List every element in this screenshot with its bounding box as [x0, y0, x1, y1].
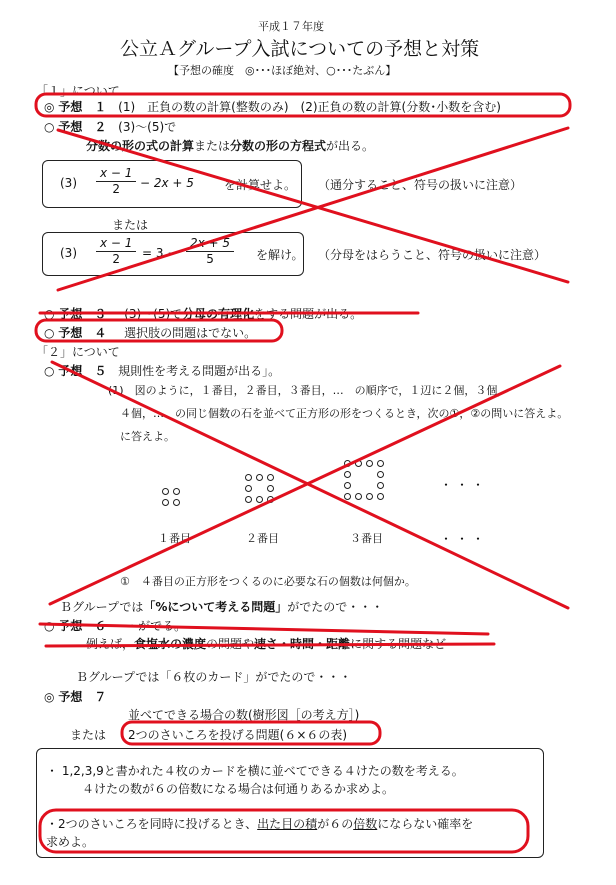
question-1: ① ４番目の正方形をつくるのに必要な石の個数は何個か。 — [120, 575, 416, 588]
ex1-fraction — [96, 166, 136, 197]
yosou6-mark: ○ — [44, 619, 55, 633]
y6-e: に関する問題など — [350, 637, 447, 651]
or-label: または — [112, 218, 149, 232]
practice-line-1: ・ 1,2,3,9と書かれた４枚のカードを横に並べてできる４けたの数を考える。 — [46, 764, 464, 778]
pl3-d: 倍数 — [353, 817, 378, 831]
yosou4-label: 予想 ４ — [58, 326, 107, 340]
ex1-note: （通分すること、符号の扱いに注意） — [318, 178, 523, 192]
yosou7-row — [44, 688, 106, 705]
yosou6-label: 予想 ６ — [58, 619, 107, 633]
bgroup1-c: がでたので・・・ — [287, 600, 384, 614]
stone-2 — [267, 474, 274, 481]
detail-fraction-expr: 分数の形の式の計算 — [86, 139, 195, 153]
yosou3-text-b: 分母の有理化 — [182, 307, 255, 321]
ex2-number: (3) — [60, 246, 77, 260]
yosou6-text: ・がでる。 — [126, 619, 187, 633]
fig-dots-bottom: ・・・ — [440, 532, 489, 546]
stone-2 — [245, 496, 252, 503]
stone-1 — [162, 499, 169, 506]
ex1-rest: − 2x + 5 — [140, 176, 194, 190]
stone-3 — [366, 493, 373, 500]
yosou3-row — [44, 305, 362, 322]
problem-line-1: (1) 図のように，１番目，２番目，３番目，… の順序で，１辺に２個，３個， — [108, 384, 509, 397]
pl3-e: にならない確率を — [377, 817, 474, 831]
ex2-fraction-1 — [96, 236, 136, 267]
stone-3 — [355, 460, 362, 467]
yosou4-mark: ○ — [44, 326, 55, 340]
practice-line-3 — [46, 815, 473, 832]
stone-2 — [256, 474, 263, 481]
stone-2 — [267, 496, 274, 503]
practice-line-4: 求めよ。 — [46, 835, 95, 849]
yosou4-text: 選択肢の問題はでない。 — [124, 326, 257, 340]
yosou7-option-a: 並べてできる場合の数(樹形図［の考え方］) — [128, 708, 360, 722]
yosou3-text-c: をする問題が出る。 — [254, 307, 363, 321]
ex1-number: (3) — [60, 176, 77, 190]
yosou7-label: 予想 ７ — [58, 690, 107, 704]
fig-dots-top: ・・・ — [440, 478, 489, 492]
yosou2-range: (3)～(5)で — [118, 120, 177, 134]
ex1-frac-den: 2 — [112, 182, 121, 196]
yosou1-row — [44, 98, 501, 115]
practice-line-2: ４けたの数が６の倍数になる場合は何通りあるか求めよ。 — [82, 782, 395, 796]
yosou6-row — [44, 617, 186, 634]
y6-c: の問題や — [206, 637, 255, 651]
stone-3 — [344, 460, 351, 467]
yosou3-label: 予想 ３ — [58, 307, 107, 321]
stone-3 — [377, 471, 384, 478]
yosou2-label: 予想 ２ — [58, 120, 107, 134]
page-title: 公立Ａグループ入試についての予想と対策 — [120, 38, 480, 60]
ex2-tail: を解け。 — [256, 248, 304, 262]
cross-2a — [52, 362, 568, 608]
detail-or: または — [194, 139, 231, 153]
yosou5-mark: ○ — [44, 364, 55, 378]
stone-3 — [377, 493, 384, 500]
stone-1 — [173, 488, 180, 495]
yosou4-row — [44, 324, 256, 341]
fig-label-1: １番目 — [158, 532, 191, 545]
confidence-legend: 【予想の確度 ◎･･･ほぼ絶対、○･･･たぶん】 — [168, 64, 397, 77]
y6-a: 例えば， — [86, 637, 135, 651]
yosou5-text: 規則性を考える問題が出る」。 — [118, 364, 281, 378]
stone-3 — [377, 460, 384, 467]
ex2-fraction-2 — [186, 236, 234, 267]
yosou7-option-b: 2つのさいころを投げる問題(６×６の表) — [128, 728, 348, 742]
fig-label-3: ３番目 — [350, 532, 383, 545]
yosou2-mark: ○ — [44, 120, 55, 134]
detail-tail: が出る。 — [326, 139, 375, 153]
stone-1 — [162, 488, 169, 495]
ex2-mid: = 3 − — [142, 246, 178, 260]
ex2-note: （分母をはらうこと、符号の扱いに注意） — [318, 248, 547, 262]
yosou7-or: または — [70, 728, 107, 742]
fig-label-2: ２番目 — [246, 532, 279, 545]
stone-2 — [245, 474, 252, 481]
yosou2-detail — [86, 137, 374, 154]
yosou6-detail — [86, 635, 446, 652]
yosou7-mark: ◎ — [44, 690, 55, 704]
bgroup-1 — [60, 598, 383, 615]
stone-3 — [355, 493, 362, 500]
ex2-f2-den: 5 — [206, 252, 214, 266]
era-label: 平成１７年度 — [258, 20, 324, 33]
ex2-f1-den: 2 — [112, 252, 121, 266]
ex2-f2-num: 2x + 5 — [186, 236, 234, 252]
pl3-a: ・2つのさいころを同時に投げるとき、 — [46, 817, 258, 831]
yosou1-mark: ◎ — [44, 100, 55, 114]
yosou5-row — [44, 362, 280, 379]
ex2-f1-num: x − 1 — [96, 236, 136, 252]
detail-fraction-eq: 分数の形の方程式 — [230, 139, 327, 153]
problem-line-3: に答えよ。 — [120, 430, 175, 443]
stone-1 — [173, 499, 180, 506]
yosou2-row — [44, 118, 176, 135]
bgroup-2: Ｂグループでは「６枚のカード」がでたので・・・ — [76, 670, 352, 684]
pl3-b: 出た目の積 — [257, 817, 318, 831]
ex1-tail: を計算せよ。 — [224, 178, 297, 192]
section1-heading: 「１」について — [36, 84, 120, 98]
yosou3-mark: ○ — [44, 307, 55, 321]
section2-heading: 「２」について — [36, 345, 120, 359]
yosou3-text-a: (3)～(5)で — [124, 307, 183, 321]
y6-d: 速さ・時間・距離 — [254, 637, 351, 651]
stone-2 — [267, 485, 274, 492]
yosou1-text: (1) 正負の数の計算(整数のみ) (2)正負の数の計算(分数･小数を含む) — [118, 100, 501, 114]
yosou1-label: 予想 １ — [58, 100, 107, 114]
y6-b: 食塩水の濃度 — [134, 637, 207, 651]
stone-3 — [344, 482, 351, 489]
stone-3 — [344, 471, 351, 478]
stone-2 — [245, 485, 252, 492]
ex1-frac-num: x − 1 — [96, 166, 136, 182]
bgroup1-b: 「%について考える問題」 — [143, 600, 288, 614]
problem-line-2: ４個，… の同じ個数の石を並べて正方形の形をつくるとき，次の①，②の問いに答えよ。 — [120, 407, 569, 420]
pl3-c: が６の — [317, 817, 354, 831]
stone-3 — [377, 482, 384, 489]
stone-2 — [256, 496, 263, 503]
stone-3 — [366, 460, 373, 467]
stone-3 — [344, 493, 351, 500]
yosou5-label: 予想 ５ — [58, 364, 107, 378]
bgroup1-a: Ｂグループでは — [60, 600, 144, 614]
